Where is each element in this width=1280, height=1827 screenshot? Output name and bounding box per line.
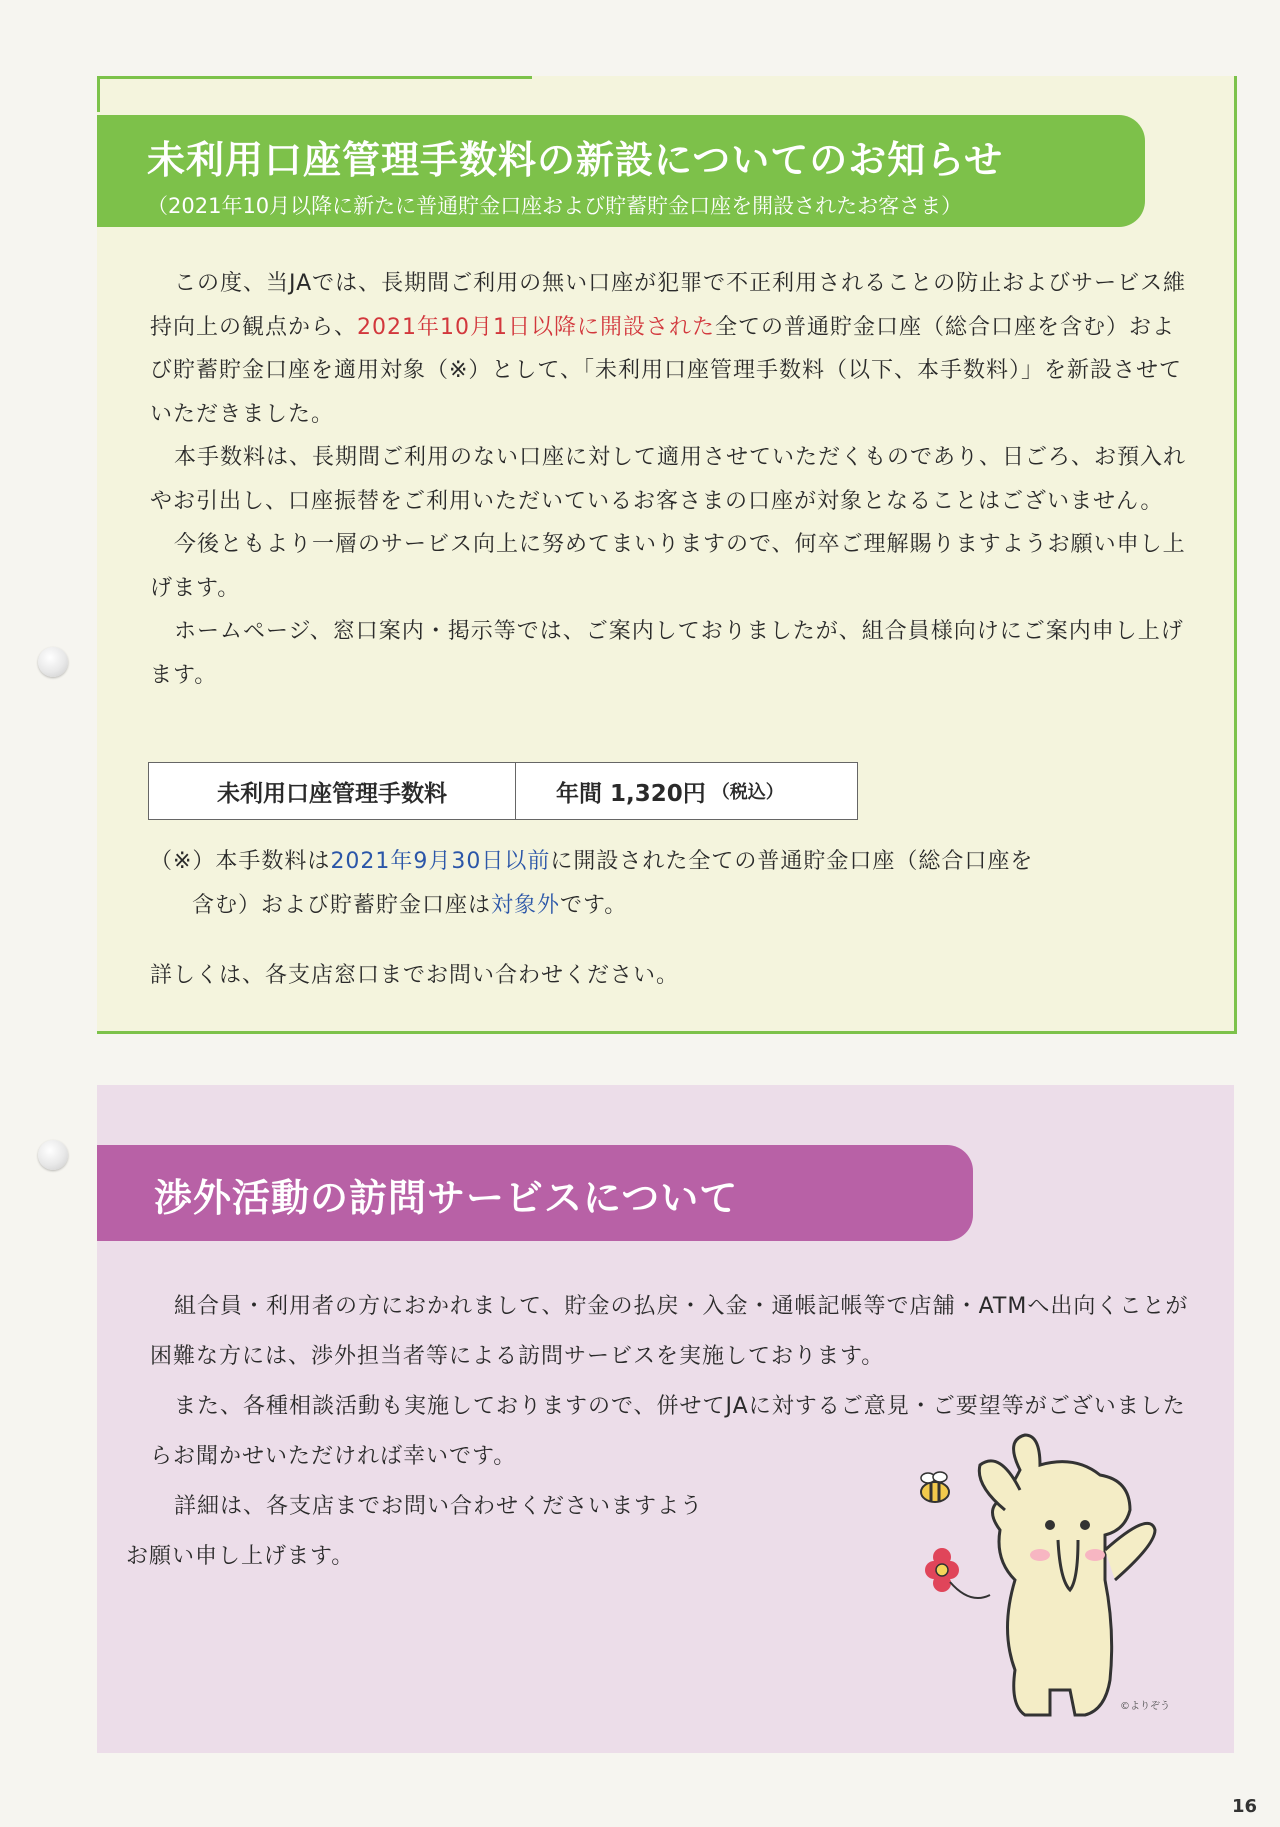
panel-left-accent [97,76,100,112]
panel-top-accent [97,76,532,79]
fee-notice-title: 未利用口座管理手数料の新設についてのお知らせ [147,138,1004,182]
punch-hole-bottom [38,1140,68,1170]
fee-notice-banner [97,115,1145,227]
paragraph-1: 組合員・利用者の方におかれまして、貯金の払戻・入金・通帳記帳等で店舗・ATMへ出向くことが困難な方には、渉外担当者等による訪問サービスを実施しております。 [150,1294,1189,1369]
page-number: 16 [1232,1796,1258,1817]
fee-label-cell: 未利用口座管理手数料 [149,763,516,819]
mascot-copyright: ©よりぞう [1120,1701,1170,1712]
fee-tax-note: （税込） [711,782,784,803]
paragraph-2: また、各種相談活動も実施しておりますので、併せてJAに対するご意見・ご要望等がございましたらお聞かせいただければ幸いです。 [150,1394,1186,1469]
punch-hole-top [38,647,68,677]
visit-service-title: 渉外活動の訪問サービスについて [154,1176,739,1220]
fee-contact-note: 詳しくは、各支店窓口までお問い合わせください。 [150,963,680,988]
paragraph-1: この度、当JAでは、長期間ご利用の無い口座が犯罪で不正利用されることの防止およびサービス維持向上の観点から、2021年10月1日以降に開設された全ての普通貯金口座（総合口座を含む）および貯蓄貯金口座を適用対象（※）として、「未利用口座管理手数料（以下、本手数料）」を新設させていただきました。 [150,271,1187,427]
highlight-excluded: 対象外 [491,893,561,918]
paragraph-3: 今後ともより一層のサービス向上に努めてまいりますので、何卒ご理解賜りますようお願い申し上げます。 [150,532,1186,601]
mascot-illustration [900,1430,1190,1730]
paragraph-3: 詳細は、各支店までお問い合わせくださいますよう お願い申し上げます。 [126,1494,704,1569]
flower-icon [925,1548,990,1598]
fee-value-cell [516,763,857,819]
fee-value: 年間 1,320円 [556,780,706,807]
visit-service-banner [97,1145,973,1241]
paragraph-4: ホームページ、窓口案内・掲示等では、ご案内しておりましたが、組合員様向けにご案内申し上げます。 [150,619,1184,688]
fee-table [148,762,858,820]
fee-notice-subtitle: （2021年10月以降に新たに普通貯金口座および貯蓄貯金口座を開設されたお客さま） [147,194,963,218]
highlight-opened-after: 2021年10月1日以降に開設された [357,314,715,340]
exclusion-note: （※）本手数料は2021年9月30日以前に開設された全ての普通貯金口座（総合口座を 含む）および貯蓄貯金口座は対象外です。 [150,849,1034,918]
highlight-opened-before: 2021年9月30日以前 [330,849,551,874]
paragraph-2: 本手数料は、長期間ご利用のない口座に対して適用させていただくものであり、日ごろ、お預入れやお引出し、口座振替をご利用いただいているお客さまの口座が対象となることはございません。 [150,445,1187,514]
fee-notice-body [150,262,1190,697]
bee-icon [921,1472,949,1502]
